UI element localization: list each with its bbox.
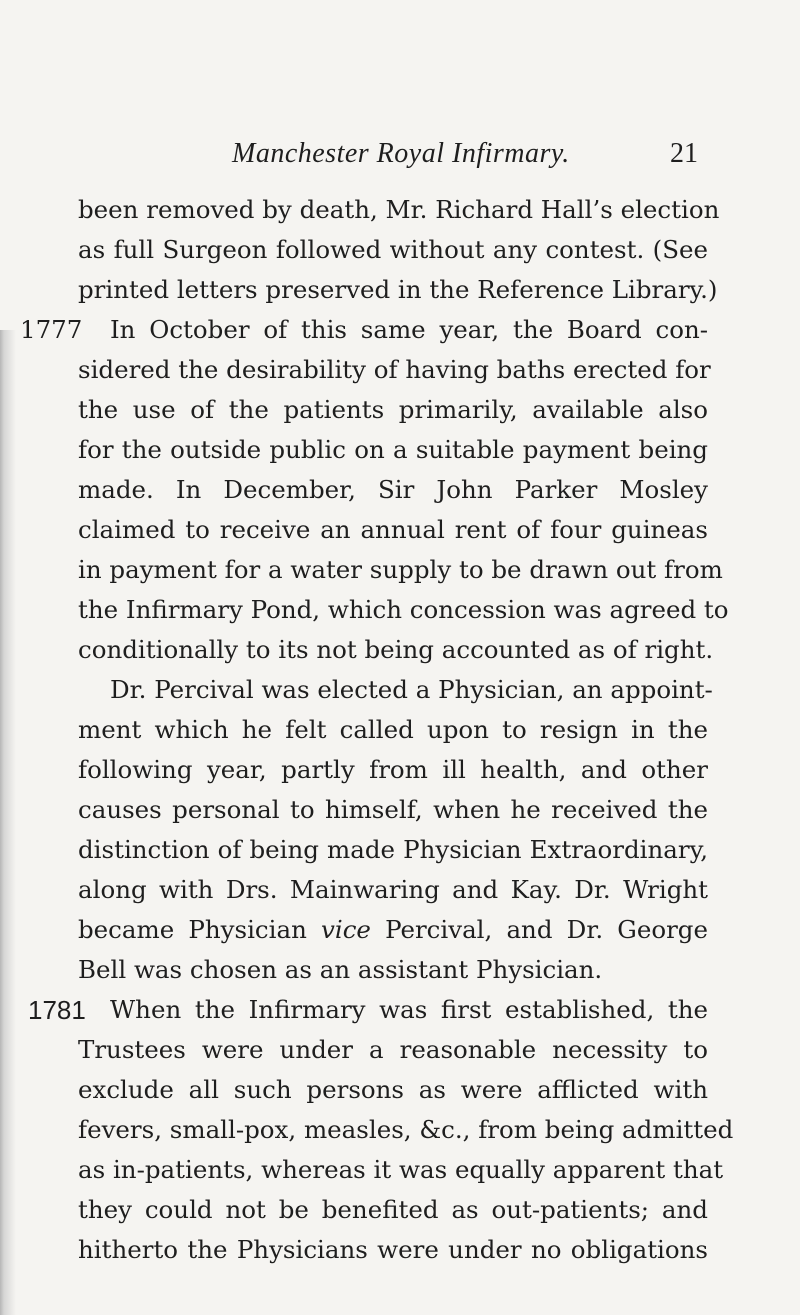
margin-year-1777: 1777 <box>20 315 83 344</box>
text-line: When the Infirmary was first established, the <box>110 995 708 1024</box>
running-head <box>0 138 800 178</box>
text-line: In October of this same year, the Board con- <box>110 315 708 344</box>
text-line: along with Drs. Mainwaring and Kay. Dr. Wright <box>78 875 708 904</box>
text-line: Dr. Percival was elected a Physician, an appoint- <box>110 675 713 704</box>
text-line <box>78 910 708 950</box>
text-line: distinction of being made Physician Extraordinary, <box>78 835 708 864</box>
text-line: for the outside public on a suitable payment being <box>78 435 708 464</box>
text-span: Percival, and Dr. George <box>385 915 708 944</box>
page-number: 21 <box>670 138 698 169</box>
text-line: Bell was chosen as an assistant Physician. <box>78 955 603 984</box>
text-line: conditionally to its not being accounted as of right. <box>78 635 714 664</box>
text-line: made. In December, Sir John Parker Mosley <box>78 475 708 504</box>
text-line: the Infirmary Pond, which concession was agreed to <box>78 595 729 624</box>
text-line: fevers, small-pox, measles, &c., from being admitted <box>78 1115 734 1144</box>
running-head-title: Manchester Royal Infirmary. <box>232 138 570 169</box>
italic-word: vice <box>321 915 371 944</box>
text-line: hitherto the Physicians were under no obligations <box>78 1235 708 1264</box>
margin-year-1781: 1781 <box>28 995 86 1025</box>
text-line: following year, partly from ill health, and other <box>78 755 708 784</box>
text-line: they could not be benefited as out-patients; and <box>78 1195 708 1224</box>
text-span: became Physician <box>78 915 307 944</box>
text-line: exclude all such persons as were afflicted with <box>78 1075 708 1104</box>
text-line: as full Surgeon followed without any contest. (See <box>78 235 708 264</box>
text-line: the use of the patients primarily, available also <box>78 395 708 424</box>
text-line: ment which he felt called upon to resign in the <box>78 715 708 744</box>
text-line: as in-patients, whereas it was equally apparent that <box>78 1155 724 1184</box>
page-edge-shadow <box>0 330 16 1315</box>
text-line: printed letters preserved in the Reference Library.) <box>78 275 718 304</box>
text-line: in payment for a water supply to be drawn out from <box>78 555 723 584</box>
text-line: Trustees were under a reasonable necessity to <box>78 1035 708 1064</box>
text-line: causes personal to himself, when he received the <box>78 795 708 824</box>
text-line: sidered the desirability of having baths erected for <box>78 355 711 384</box>
text-line: claimed to receive an annual rent of four guineas <box>78 515 708 544</box>
text-line: been removed by death, Mr. Richard Hall’s election <box>78 195 720 224</box>
